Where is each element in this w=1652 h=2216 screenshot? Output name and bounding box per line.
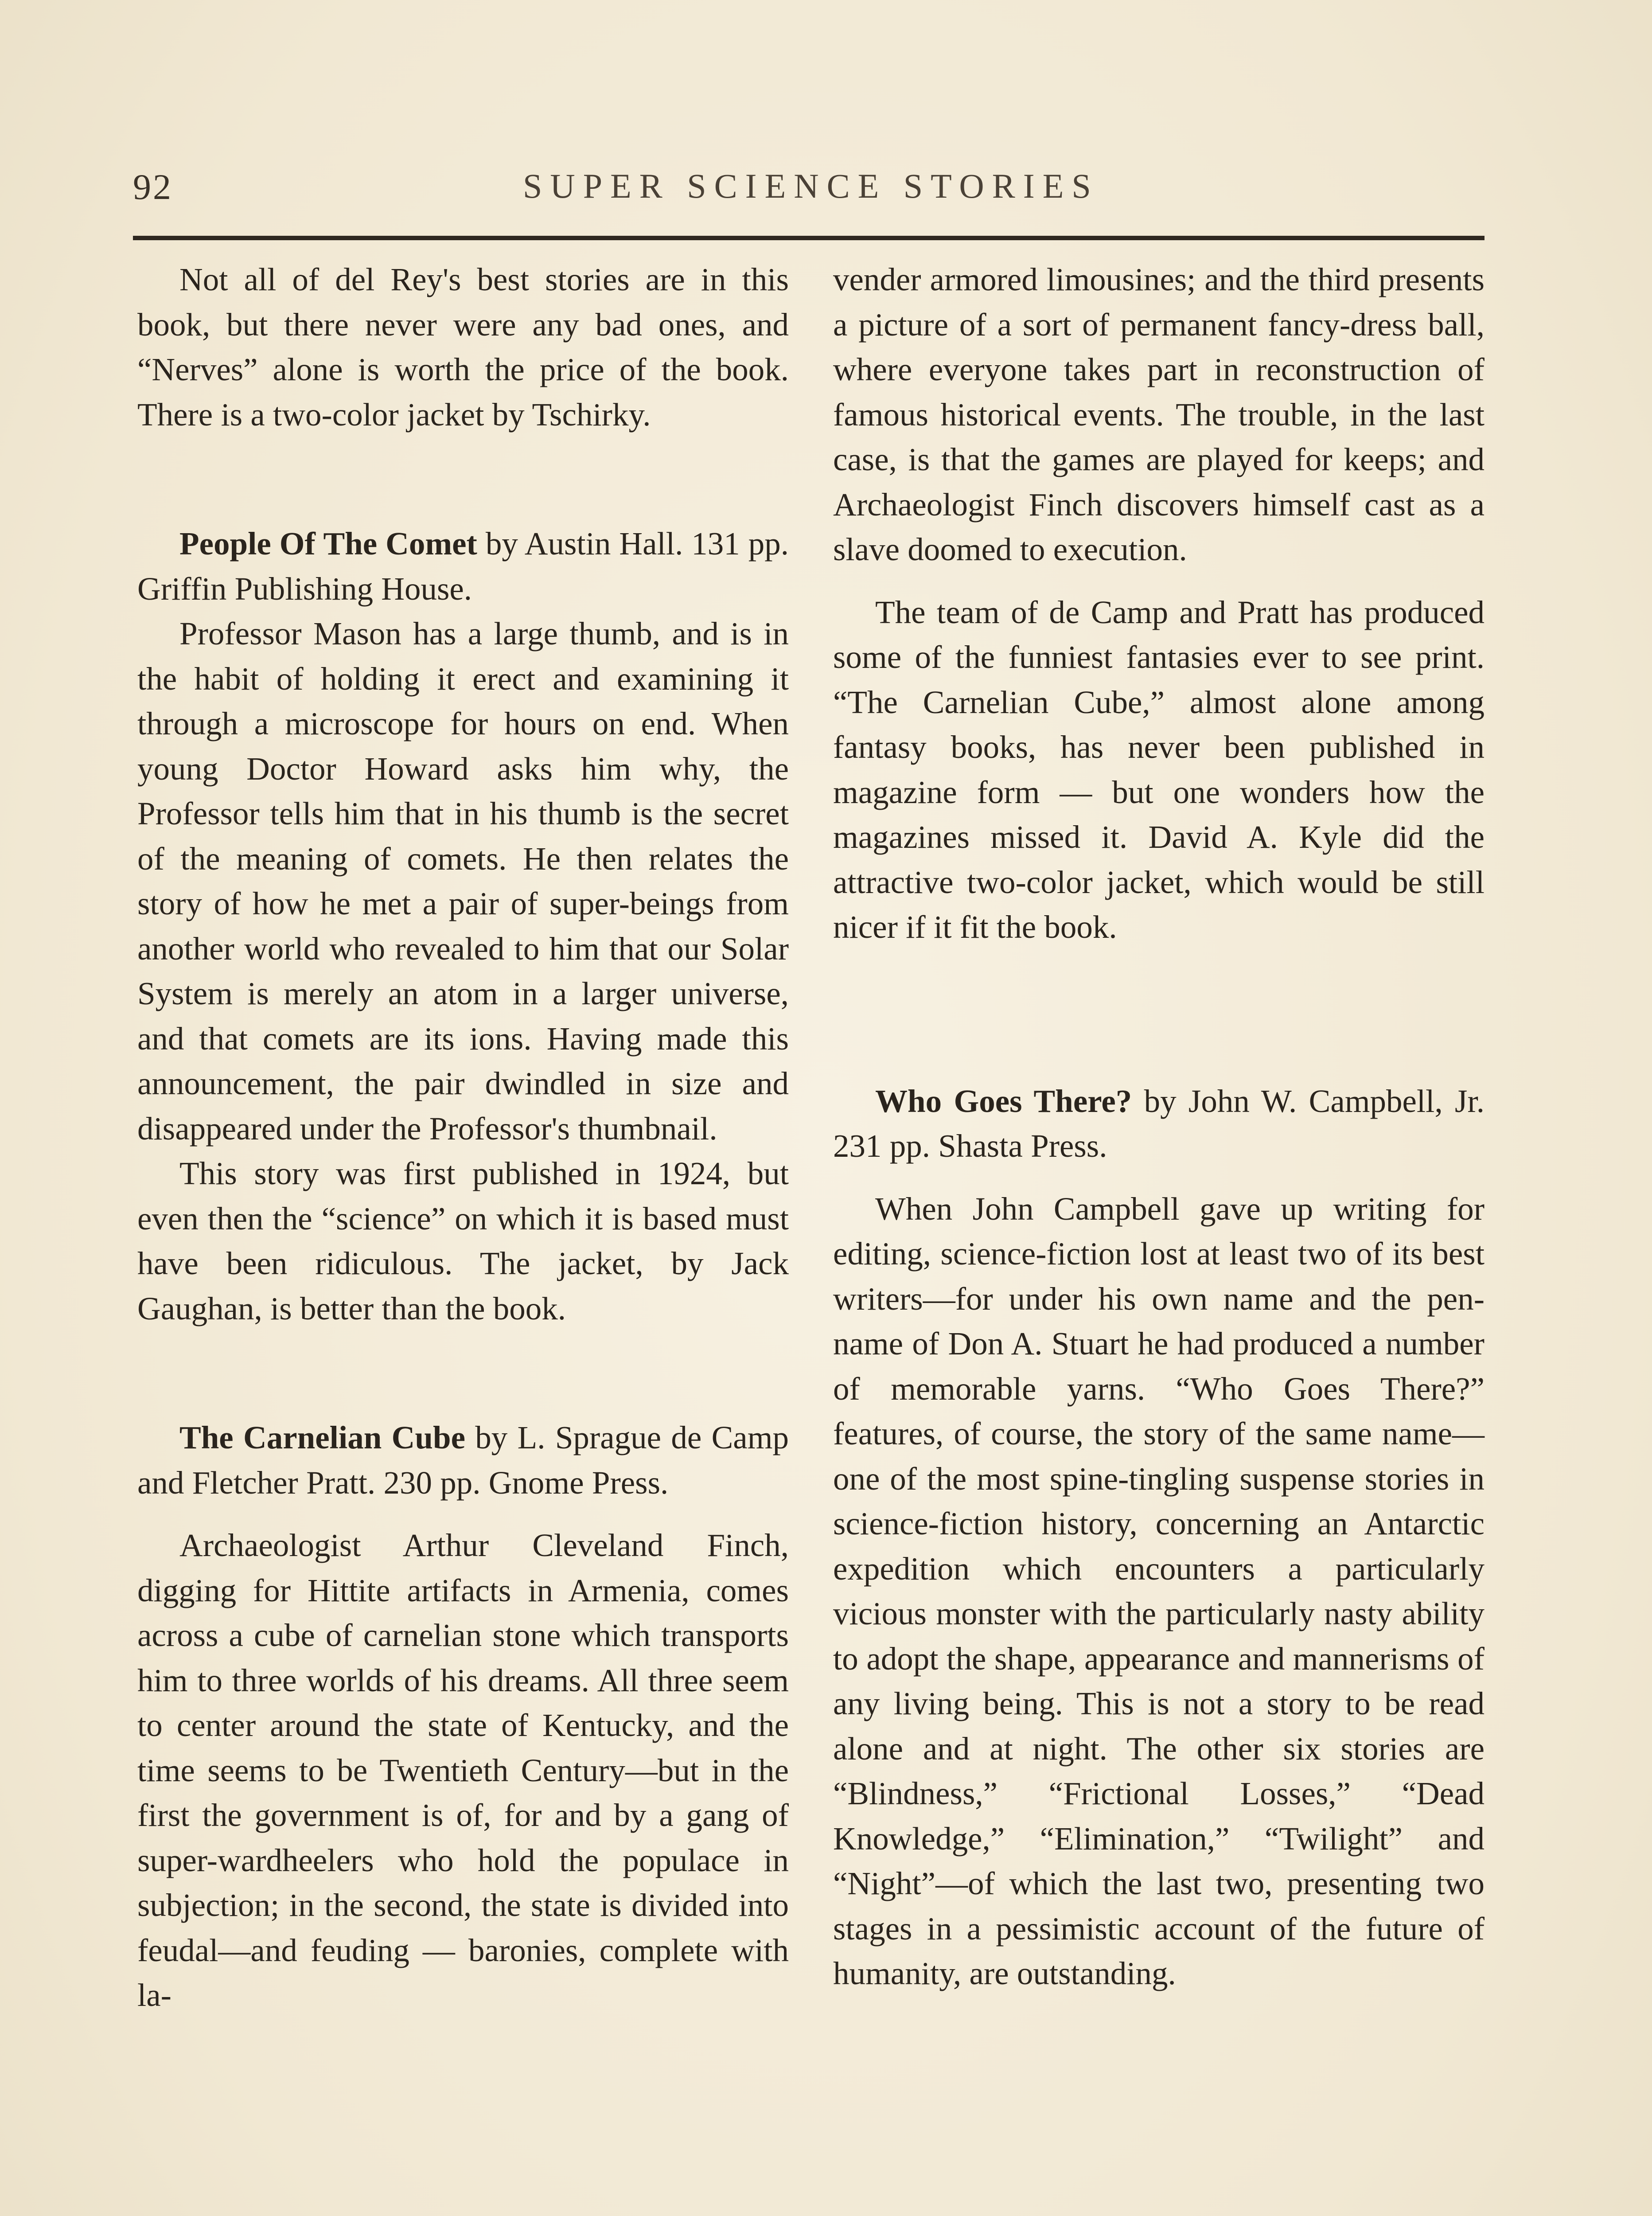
review-heading <box>833 1079 1484 1169</box>
review-paragraph: Not all of del Rey's best stories are in this book, but there never were any bad ones, and “Nerves” alone is worth the price of the book. There is a two-color jacket by Tschirky. <box>137 261 789 433</box>
page-number: 92 <box>133 167 173 207</box>
book-byline: by Austin Hall. 131 pp. Griffin Publishing House. <box>137 526 789 607</box>
review-paragraph: Professor Mason has a large thumb, and is in the habit of holding it erect and examining it through a microscope for hours on end. When young Doctor Howard asks him why, the Professor tells him that in his thumb is the secret of the meaning of comets. He then relates the story of how he met a pair of super-beings from another world who revealed to him that our Solar System is merely an atom in a larger universe, and that comets are its ions. Having made this announcement, the pair dwindled in size and disappeared under the Professor's thumbnail. <box>137 616 789 1147</box>
right-column <box>833 257 1484 1996</box>
review-heading <box>137 1415 789 1505</box>
review-paragraph: The team of de Camp and Pratt has produced some of the funniest fantasies ever to see print. “The Carnelian Cube,” almost alone among fantasy books, has never been published in magazine form — but one wonders how the magazines missed it. David A. Kyle did the attractive two-color jacket, which would be still nicer if it fit the book. <box>833 594 1484 945</box>
header-rule <box>133 236 1484 240</box>
left-column <box>137 257 789 2018</box>
book-title: The Carnelian Cube <box>179 1420 465 1455</box>
page-header <box>133 166 1484 233</box>
book-byline: by L. Sprague de Camp and Fletcher Pratt. 230 pp. Gnome Press. <box>137 1420 789 1501</box>
review-heading <box>137 521 789 611</box>
review-paragraph: Archaeologist Arthur Cleveland Finch, digging for Hittite artifacts in Armenia, comes across a cube of carnelian stone which transports him to three worlds of his dreams. All three seem to center around the state of Kentucky, and the time seems to be Twentieth Century—but in the first the government is of, for and by a gang of super-wardheelers who hold the populace in subjection; in the second, the state is divided into feudal—and feuding — baronies, complete with la- <box>137 1527 789 2013</box>
book-title: Who Goes There? <box>875 1083 1132 1119</box>
review-paragraph: When John Campbell gave up writing for editing, science-fiction lost at least two of its best writers—for under his own name and the pen-name of Don A. Stuart he had produced a number of memorable yarns. “Who Goes There?” features, of course, the story of the same name—one of the most spine-tingling suspense stories in science-fiction history, concerning an Antarctic expedition which encounters a particularly vicious monster with the particularly nasty ability to adopt the shape, appearance and mannerisms of any living being. This is not a story to be read alone and at night. The other six stories are “Blindness,” “Frictional Losses,” “Dead Knowledge,” “Elimination,” “Twilight” and “Night”—of which the last two, presenting two stages in a pessimistic account of the future of humanity, are outstanding. <box>833 1190 1484 1991</box>
review-paragraph: vender armored limousines; and the third presents a picture of a sort of permanent fancy-dress ball, where everyone takes part in reconstruction of famous historical events. The trouble, in the last case, is that the games are played for keeps; and Archaeologist Finch discovers himself cast as a slave doomed to execution. <box>833 261 1484 567</box>
book-title: People Of The Comet <box>179 526 477 562</box>
running-head: SUPER SCIENCE STORIES <box>523 167 1099 205</box>
review-paragraph: This story was first published in 1924, but even then the “science” on which it is based must have been ridiculous. The jacket, by Jack Gaughan, is better than the book. <box>137 1155 789 1326</box>
book-byline: by John W. Campbell, Jr. 231 pp. Shasta Press. <box>833 1083 1484 1164</box>
